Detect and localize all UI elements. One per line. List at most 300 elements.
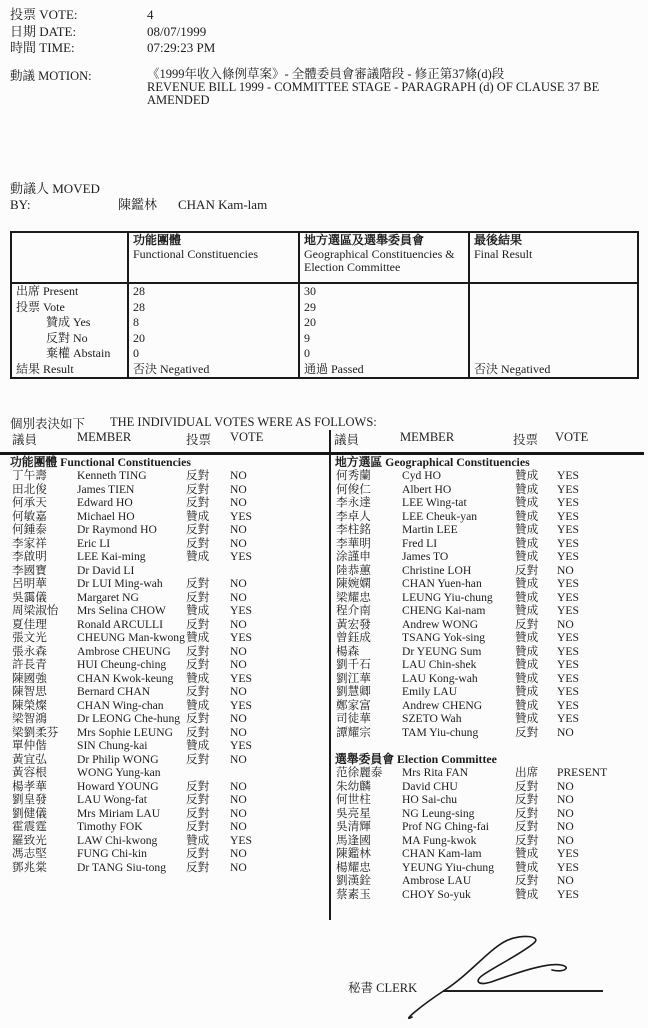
member-row [329,807,648,821]
member-name-chinese: 劉漢銓 [336,874,371,887]
member-vote-chinese: 贊成 [515,644,539,658]
member-name-chinese: 夏佳理 [12,617,47,631]
summary-row [11,283,638,300]
member-row [329,780,648,794]
member-row [329,618,648,632]
summary-geographical-value: 20 [299,315,469,331]
member-name-english: TAM Yiu-chung [402,725,479,739]
member-vote-english: NO [557,563,574,577]
member-name-chinese: 馮志堅 [12,847,47,860]
member-vote-english: NO [230,820,247,833]
member-list [0,469,329,874]
member-vote-chinese: 出席 [515,766,539,779]
member-vote-english: YES [557,887,579,901]
member-name-english: Bernard CHAN [77,685,151,698]
member-name-chinese: 周梁淑怡 [12,604,59,617]
member-name-chinese: 何承天 [12,496,47,509]
member-name-english: Dr LEONG Che-hung [77,712,181,725]
member-name-chinese: 何秀蘭 [336,469,371,482]
member-name-chinese: 黃宜弘 [12,752,47,766]
member-vote-chinese: 反對 [186,482,210,496]
member-name-chinese: 鄧兆棠 [12,860,47,874]
member-row [0,766,329,780]
member-row [0,645,329,659]
member-vote-chinese [186,564,230,578]
member-row [329,820,648,834]
member-name-chinese: 涂謹申 [336,550,371,563]
member-name-chinese: 吳靄儀 [12,590,47,604]
summary-row-label: 投票 Vote [11,300,128,316]
member-name-english: LEE Cheuk-yan [402,509,478,523]
member-vote-chinese: 贊成 [515,671,539,685]
summary-final-value [469,331,638,347]
member-name-english: Mrs Miriam LAU [77,806,161,820]
member-name-english: SIN Chung-kai [77,739,148,752]
motion-text-chinese: 《1999年收入條例草案》- 全體委員會審議階段 - 修正第37條(d)段 [147,67,505,81]
member-vote-english: YES [230,671,252,685]
member-name-chinese: 霍震霆 [12,820,47,833]
member-vote-chinese: 反對 [186,806,210,820]
summary-row-label: 出席 Present [11,283,128,300]
member-vote-chinese: 贊成 [515,847,539,860]
constituency-section [329,752,648,901]
member-vote-english: YES [557,631,579,644]
member-name-english: Cyd HO [402,469,441,482]
member-row [0,510,329,524]
member-name-english: YEUNG Yiu-chung [402,860,494,874]
date-value: 08/07/1999 [147,23,207,39]
member-vote-chinese: 贊成 [515,631,539,644]
member-name-chinese: 劉江華 [336,671,371,685]
summary-geographical-value: 9 [299,331,469,347]
member-vote-chinese: 贊成 [186,604,210,617]
summary-row [11,300,638,316]
member-name-chinese: 田北俊 [12,482,47,496]
member-vote-english: YES [557,847,579,860]
member-list [329,469,648,739]
member-row [0,658,329,672]
member-vote-english: NO [230,725,247,739]
member-name-chinese: 張文光 [12,631,47,644]
member-row [329,672,648,686]
member-row [0,564,329,578]
member-vote-chinese: 反對 [515,779,539,793]
member-vote-chinese: 反對 [515,793,539,806]
member-name-chinese: 梁智鴻 [12,712,47,725]
vote-cn-header: 投票 [512,433,538,447]
member-name-english: Fred LI [402,536,438,550]
member-name-chinese: 陳智思 [12,685,47,698]
votes-column-headers [0,430,644,455]
member-name-english: CHAN Wing-chan [77,698,164,712]
moved-by-block [10,178,267,213]
member-vote-chinese: 反對 [515,617,539,631]
individual-votes-heading-chinese: 個別表決如下 [10,417,86,431]
member-row [329,550,648,564]
individual-votes-heading-english: THE INDIVIDUAL VOTES WERE AS FOLLOWS: [110,415,377,429]
member-row [329,591,648,605]
member-vote-chinese: 贊成 [186,698,210,712]
summary-functional-value: 8 [128,315,299,331]
member-vote-english: YES [557,712,579,725]
member-row [0,591,329,605]
member-name-chinese: 吳亮星 [336,806,371,820]
member-vote-chinese: 反對 [515,806,539,820]
member-name-chinese: 黃宏發 [336,617,371,631]
member-row [0,604,329,618]
summary-final-value: 否決 Negatived [469,362,638,379]
member-vote-chinese: 贊成 [515,658,539,671]
date-label: 日期 DATE: [10,23,77,39]
member-vote-english: YES [557,523,579,536]
member-row [329,537,648,551]
member-vote-chinese: 反對 [186,496,210,509]
member-row [0,672,329,686]
member-vote-english: YES [230,698,252,712]
mover-name-chinese: 陳鑑林 [118,197,158,212]
time-value: 07:29:23 PM [147,40,216,55]
member-name-english: David CHU [402,779,458,793]
motion-text [147,68,647,108]
member-vote-english: NO [230,536,247,550]
member-vote-english: NO [230,779,247,793]
summary-final-value [469,283,638,300]
member-name-chinese: 蔡素玉 [336,887,371,901]
member-row [0,469,329,483]
member-row [329,685,648,699]
member-name-english: Emily LAU [402,685,458,698]
member-name-chinese: 楊孝華 [12,779,47,793]
member-name-english: CHAN Kwok-keung [77,671,174,685]
constituency-section [329,455,648,739]
member-name-chinese: 楊耀忠 [336,860,371,874]
member-name-english: NG Leung-sing [402,806,475,820]
member-vote-chinese: 反對 [186,725,210,739]
member-name-chinese: 黃容根 [12,766,47,779]
member-vote-english: NO [230,590,247,604]
member-row [329,766,648,780]
member-row [0,739,329,753]
member-vote-english: NO [230,496,247,509]
member-name-english: CHEUNG Man-kwong [77,631,185,644]
section-title: 選舉委員會 Election Committee [335,752,497,766]
member-vote-chinese: 反對 [186,590,210,604]
member-name-chinese: 呂明華 [12,577,47,590]
member-vote-chinese: 贊成 [515,590,539,604]
votes-right-column [329,455,648,901]
member-name-english: Ambrose CHEUNG [77,644,171,658]
member-row [0,618,329,632]
summary-functional-value: 20 [128,331,299,347]
member-row [329,577,648,591]
member-name-english: Andrew CHENG [402,698,483,712]
mover-name-english: CHAN Kam-lam [178,197,268,212]
member-name-english: Dr David LI [77,563,135,577]
member-vote-english: YES [557,469,579,482]
member-name-english: CHENG Kai-nam [402,604,486,617]
summary-row-label: 棄權 Abstain [11,346,128,362]
summary-functional-value: 28 [128,283,299,300]
member-vote-chinese: 反對 [186,793,210,806]
time-line [10,40,215,57]
member-row [0,577,329,591]
member-name-english: Christine LOH [402,563,472,577]
member-name-english: Dr TANG Siu-tong [77,860,167,874]
member-name-english: Edward HO [77,496,133,509]
member-name-english: Andrew WONG [402,617,479,631]
member-name-english: Ronald ARCULLI [77,617,163,631]
member-vote-chinese: 反對 [515,820,539,833]
member-name-english: LEE Kai-ming [77,550,146,563]
member-name-chinese: 司徒華 [336,712,371,725]
member-list [329,766,648,901]
member-name-chinese: 劉千石 [336,658,371,671]
member-vote-chinese: 贊成 [186,671,210,685]
member-vote-english: YES [557,604,579,617]
member-vote-english: NO [230,752,247,766]
member-name-english: Kenneth TING [77,469,147,482]
member-name-english: James TO [402,550,449,563]
motion-label: 動議 MOTION: [10,69,92,83]
member-vote-chinese: 贊成 [186,631,210,644]
member-name-english: WONG Yung-kan [77,766,161,779]
section-title: 地方選區 Geographical Constituencies [335,455,530,469]
member-vote-chinese: 反對 [186,617,210,631]
member-name-english: FUNG Chi-kin [77,847,147,860]
summary-row-label: 贊成 Yes [11,315,128,331]
member-name-english: CHAN Kam-lam [402,847,482,860]
votes-body [0,455,648,901]
summary-geographical-value: 29 [299,300,469,316]
member-name-chinese: 李華明 [336,536,371,550]
member-vote-english: YES [557,536,579,550]
member-row [329,712,648,726]
member-row [0,820,329,834]
member-vote-english: NO [230,793,247,806]
member-vote-english: PRESENT [557,766,608,779]
summary-row-label: 反對 No [11,331,128,347]
member-row [0,699,329,713]
member-name-english: Eric LI [77,536,111,550]
section-title: 功能團體 Functional Constituencies [10,455,191,469]
summary-header-geographical: 地方選區及選舉委員會 Geographical Constituencies & Election Committee [299,232,469,283]
member-vote-english: YES [557,590,579,604]
summary-row [11,331,638,347]
member-row [329,645,648,659]
member-row [329,726,648,740]
member-name-chinese: 陳鑑林 [336,847,371,860]
member-name-chinese: 許長青 [12,658,47,671]
member-name-english: LAU Chin-shek [402,658,477,671]
member-vote-chinese: 反對 [186,847,210,860]
member-vote-chinese: 贊成 [515,712,539,725]
member-row [329,834,648,848]
member-row [0,753,329,767]
member-name-chinese: 陳國強 [12,671,47,685]
member-name-chinese: 劉慧卿 [336,685,371,698]
member-vote-chinese: 反對 [186,523,210,536]
member-vote-chinese: 反對 [186,779,210,793]
summary-row [11,346,638,362]
member-vote-chinese: 贊成 [515,496,539,509]
member-vote-english [230,564,329,578]
member-vote-english: NO [230,685,247,698]
member-name-chinese: 李柱銘 [336,523,371,536]
member-vote-english: NO [230,658,247,671]
summary-row [11,362,638,379]
member-name-english: Mrs Sophie LEUNG [77,725,173,739]
individual-votes-table [0,430,648,930]
member-row [0,631,329,645]
member-vote-chinese: 反對 [186,658,210,671]
member-vote-chinese: 反對 [186,685,210,698]
member-vote-chinese: 反對 [515,563,539,577]
member-vote-chinese: 贊成 [186,550,210,563]
member-vote-chinese: 反對 [186,644,210,658]
member-row [0,523,329,537]
member-row [329,874,648,888]
member-name-chinese: 羅致光 [12,833,47,847]
member-row [329,793,648,807]
member-row [0,861,329,875]
member-name-chinese: 范徐麗泰 [336,766,383,779]
member-vote-english: NO [230,482,247,496]
member-row [329,510,648,524]
member-vote-english: NO [230,847,247,860]
member-vote-chinese: 反對 [515,874,539,887]
member-vote-chinese: 贊成 [186,739,210,752]
member-en-header: MEMBER [77,430,132,444]
member-vote-chinese: 反對 [186,820,210,833]
member-vote-english: NO [557,793,574,806]
member-name-chinese: 陳婉嫻 [336,577,371,590]
member-vote-english: YES [230,739,252,752]
vote-info-block [10,7,215,57]
moved-by-label: 動議人 MOVED BY: [10,181,100,212]
member-vote-chinese: 贊成 [186,833,210,847]
member-vote-english: NO [557,617,574,631]
summary-header-row [11,232,638,283]
member-name-english: Margaret NG [77,590,139,604]
member-vote-chinese: 贊成 [515,469,539,482]
member-row [329,496,648,510]
member-row [329,888,648,902]
member-row [0,726,329,740]
column-divider-line [329,430,331,920]
member-vote-chinese: 贊成 [515,685,539,698]
member-vote-chinese: 反對 [186,536,210,550]
member-row [0,780,329,794]
summary-geographical-value: 0 [299,346,469,362]
member-vote-chinese: 贊成 [186,509,210,523]
clerk-label: 秘書 CLERK [348,981,418,995]
member-name-english: LEE Wing-tat [402,496,467,509]
member-name-chinese: 張永森 [12,644,47,658]
member-name-english: Dr YEUNG Sum [402,644,482,658]
member-name-english: LAU Wong-fat [77,793,148,806]
summary-final-value [469,346,638,362]
member-vote-english [230,766,329,780]
vote-number-value: 4 [147,7,154,22]
member-vote-english: NO [230,860,247,874]
member-vote-english: NO [230,523,247,536]
member-name-chinese: 李國寶 [12,563,47,577]
member-name-chinese: 譚耀宗 [336,725,371,739]
member-name-chinese: 梁劉柔芬 [12,725,59,739]
member-row [329,523,648,537]
member-name-english: LEUNG Yiu-chung [402,590,493,604]
member-vote-english: NO [230,577,247,590]
member-row [329,631,648,645]
summary-header-functional: 功能團體 Functional Constituencies [128,232,299,283]
member-vote-english: YES [557,685,579,698]
member-row [329,847,648,861]
member-name-english: Dr Philip WONG [77,752,159,766]
member-name-chinese: 何敏嘉 [12,509,47,523]
member-name-english: Timothy FOK [77,820,143,833]
member-vote-chinese: 反對 [515,833,539,847]
member-vote-english: NO [557,779,574,793]
member-vote-english: YES [557,550,579,563]
summary-geographical-value: 通過 Passed [299,362,469,379]
votes-header-left [0,430,327,452]
member-vote-english: YES [230,550,252,563]
member-vote-chinese: 反對 [186,577,210,590]
member-row [0,793,329,807]
member-name-chinese: 單仲偕 [12,739,47,752]
member-name-english: LAW Chi-kwong [77,833,158,847]
member-name-chinese: 劉皇發 [12,793,47,806]
member-vote-english: YES [557,671,579,685]
date-line [10,24,215,41]
member-cn-header: 議員 [333,433,359,447]
member-vote-chinese: 贊成 [515,577,539,590]
vote-cn-header: 投票 [186,433,212,447]
member-vote-chinese: 贊成 [515,523,539,536]
member-name-english: Michael HO [77,509,135,523]
member-vote-english: YES [557,577,579,590]
summary-final-value [469,300,638,316]
member-name-chinese: 李家祥 [12,536,47,550]
member-vote-english: NO [557,874,574,887]
summary-functional-value: 否決 Negatived [128,362,299,379]
member-name-english: CHAN Yuen-han [402,577,482,590]
member-row [0,847,329,861]
member-name-chinese: 李卓人 [336,509,371,523]
member-vote-english: NO [230,644,247,658]
summary-row-label: 結果 Result [11,362,128,379]
member-row [329,658,648,672]
member-row [0,834,329,848]
member-vote-chinese: 反對 [186,752,210,766]
member-vote-english: NO [557,833,574,847]
member-name-chinese: 鄭家富 [336,698,371,712]
member-name-chinese: 梁耀忠 [336,590,371,604]
member-vote-english: NO [557,725,574,739]
member-vote-english: YES [557,496,579,509]
member-name-english: CHOY So-yuk [402,887,471,901]
member-row [0,685,329,699]
member-name-english: Howard YOUNG [77,779,159,793]
member-vote-english: YES [557,860,579,874]
member-vote-chinese: 贊成 [515,698,539,712]
vote-number-line [10,7,215,24]
member-row [0,537,329,551]
member-row [0,807,329,821]
member-name-chinese: 吳清輝 [336,820,371,833]
member-vote-chinese: 反對 [515,725,539,739]
member-name-chinese: 朱幼麟 [336,779,371,793]
